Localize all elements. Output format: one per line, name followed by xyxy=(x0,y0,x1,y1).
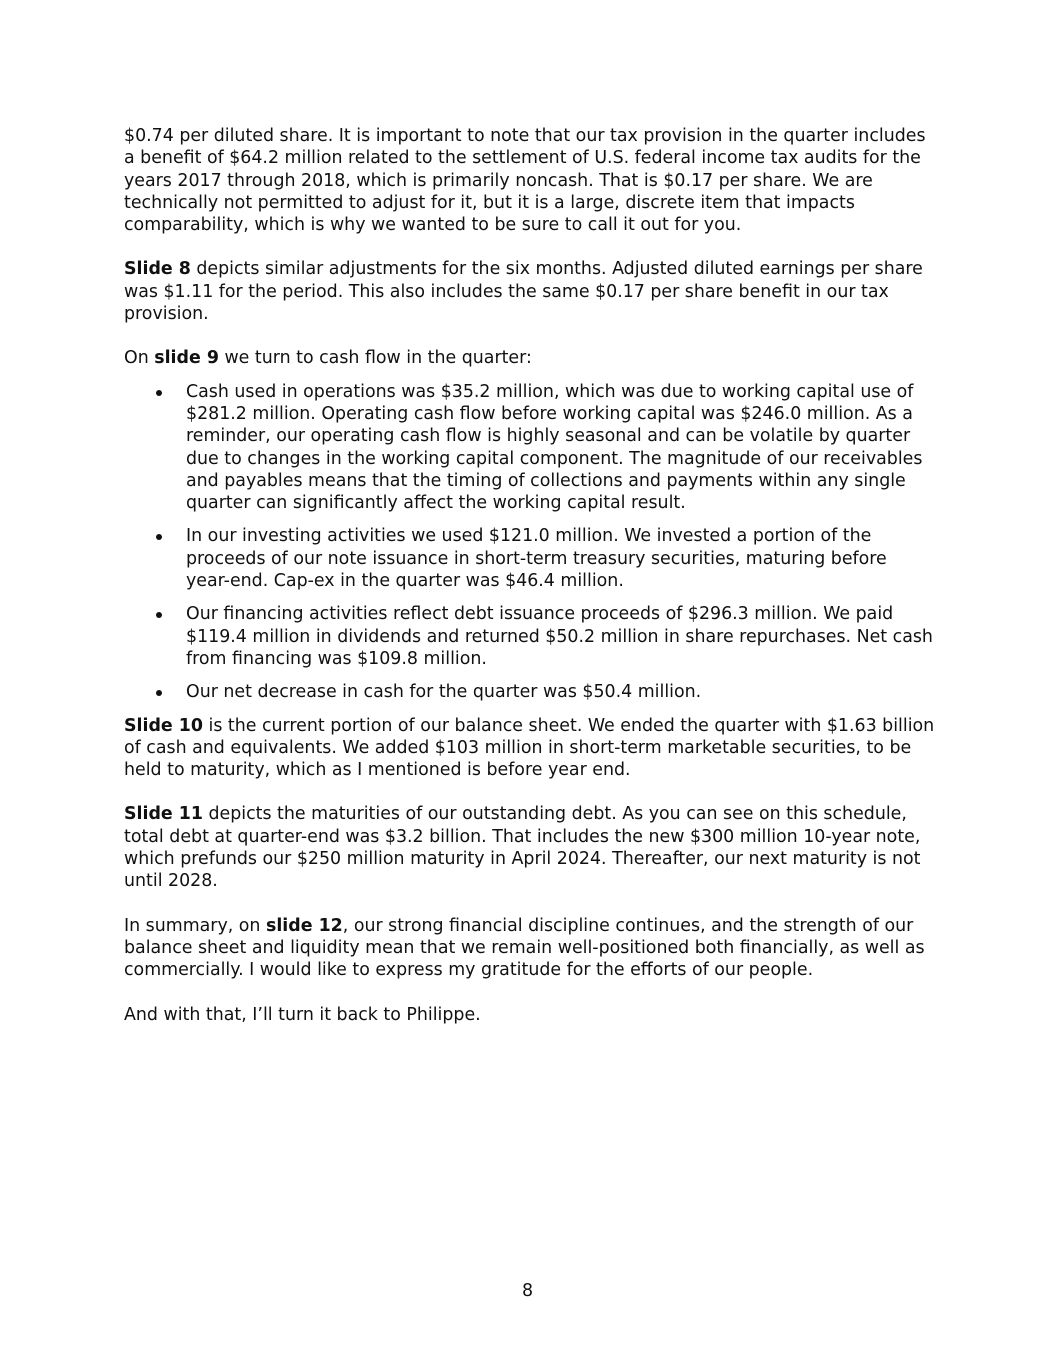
slide-10-reference: Slide 10 xyxy=(124,715,203,736)
paragraph-slide-9 xyxy=(124,347,936,369)
bullet-text-financing: Our financing activities reflect debt issuance proceeds of $296.3 million. We paid $119.4 million in dividends and returned $50.2 million in share repurchases. Net cash from financing was $109.8 million. xyxy=(186,604,933,669)
slide-9-text: we turn to cash flow in the quarter: xyxy=(218,348,532,369)
slide-12-text: , our strong financial discipline continues, and the strength of our balance sheet and liquidity mean that we remain well-positioned both financially, as well as commercially. I would like to express my gratitude for the efforts of our people. xyxy=(124,915,925,981)
page-number: 8 xyxy=(521,1281,534,1301)
bullet-icon xyxy=(156,612,162,618)
slide-8-text: depicts similar adjustments for the six months. Adjusted diluted earnings per share was $1.11 for the period. This also includes the same $0.17 per share benefit in our tax provision. xyxy=(124,259,923,325)
list-item xyxy=(124,681,936,703)
bullet-text-operations: Cash used in operations was $35.2 million, which was due to working capital use of $281.2 million. Operating cash flow before working capital was $246.0 million. As a reminder, our operating cash flow is highly seasonal and can be volatile by quarter due to changes in the working capital component. The magnitude of our receivables and payables means that the timing of collections and payments within any single quarter can significantly affect the working capital result. xyxy=(186,381,923,514)
paragraph-slide-8 xyxy=(124,258,936,325)
bullet-icon xyxy=(156,690,162,696)
bullet-icon xyxy=(156,390,162,396)
list-item xyxy=(124,603,936,670)
cash-flow-bullet-list xyxy=(124,381,936,704)
paragraph-closing: And with that, I’ll turn it back to Philippe. xyxy=(124,1004,481,1025)
slide-12-intro: In summary, on xyxy=(124,915,266,936)
paragraph-slide-11 xyxy=(124,803,936,892)
slide-8-reference: Slide 8 xyxy=(124,259,191,280)
paragraph-eps-tax-benefit: $0.74 per diluted share. It is important to note that our tax provision in the quarter includes a benefit of $64.2 million related to the settlement of U.S. federal income tax audits for the years 2017 through 2018, which is primarily noncash. That is $0.17 per share. We are technically not permitted to adjust for it, but it is a large, discrete item that impacts comparability, which is why we wanted to be sure to call it out for you. xyxy=(124,126,926,236)
bullet-text-net-decrease: Our net decrease in cash for the quarter was $50.4 million. xyxy=(186,682,702,703)
document-body xyxy=(124,125,936,1048)
slide-9-reference: slide 9 xyxy=(154,348,219,369)
slide-12-reference: slide 12 xyxy=(266,915,343,936)
slide-11-reference: Slide 11 xyxy=(124,804,203,825)
list-item xyxy=(124,525,936,592)
bullet-icon xyxy=(156,534,162,540)
slide-9-intro: On xyxy=(124,348,155,369)
paragraph-slide-10 xyxy=(124,715,936,782)
paragraph-slide-12 xyxy=(124,915,936,982)
bullet-text-investing: In our investing activities we used $121.0 million. We invested a portion of the proceeds of our note issuance in short-term treasury securities, maturing before year-end. Cap-ex in the quarter was $46.4 million. xyxy=(186,526,887,592)
slide-10-text: is the current portion of our balance sheet. We ended the quarter with $1.63 billion of cash and equivalents. We added $103 million in short-term marketable securities, to be held to maturity, which as I mentioned is before year end. xyxy=(124,715,935,781)
list-item xyxy=(124,381,936,515)
slide-11-text: depicts the maturities of our outstanding debt. As you can see on this schedule, total debt at quarter-end was $3.2 billion. That includes the new $300 million 10-year note, which prefunds our $250 million maturity in April 2024. Thereafter, our next maturity is not until 2028. xyxy=(124,804,921,892)
